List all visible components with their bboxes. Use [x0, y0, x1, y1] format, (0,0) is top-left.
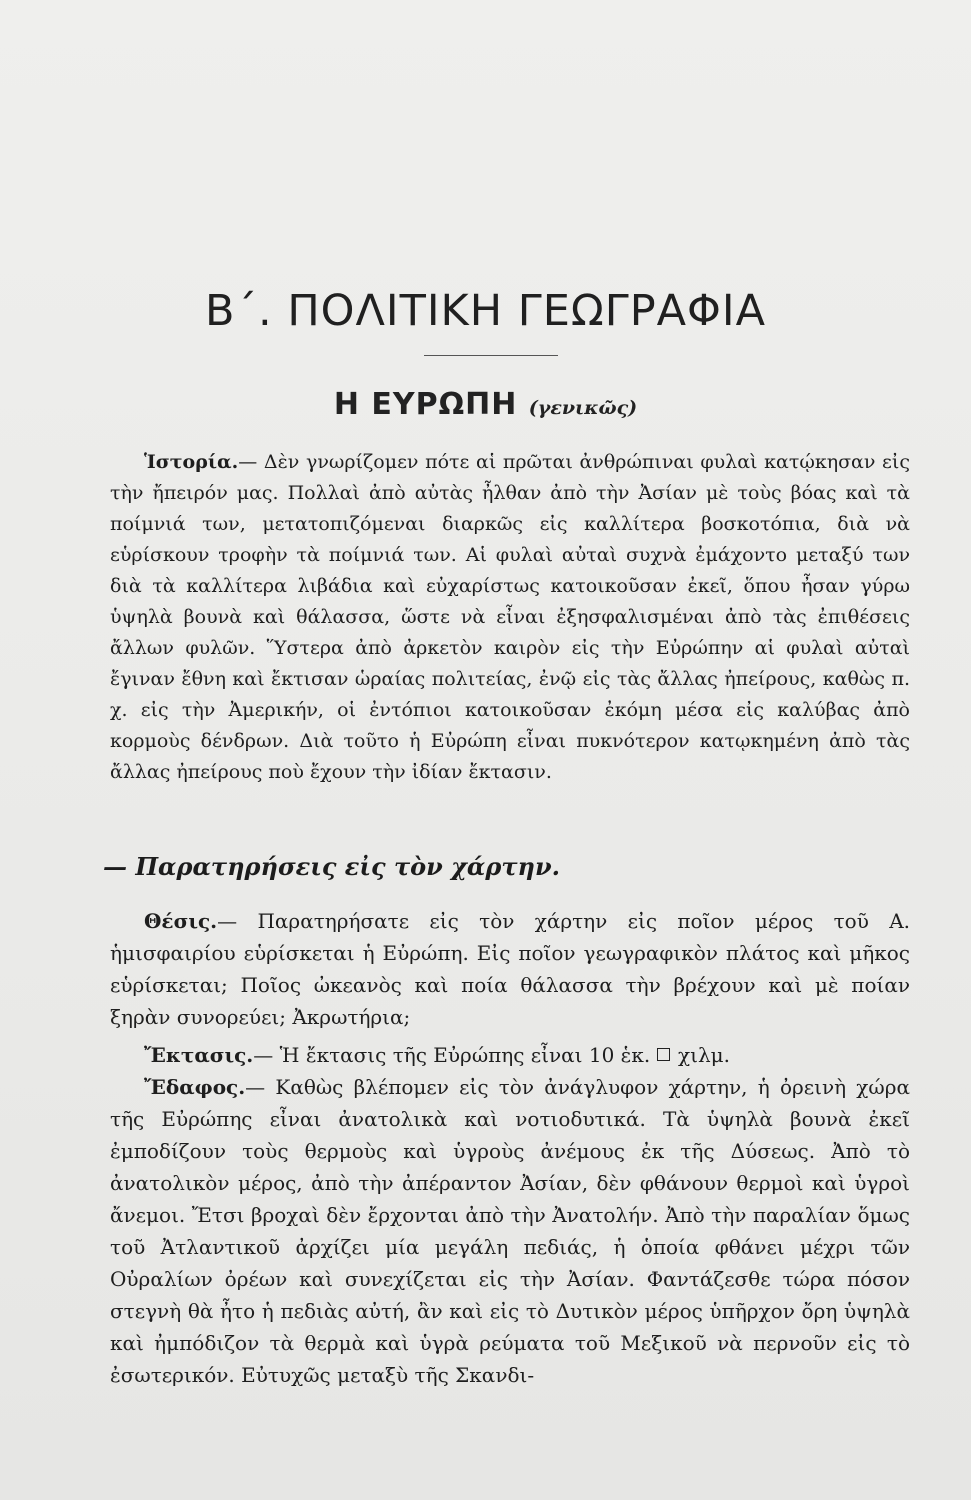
area-unit: χιλμ. [678, 1043, 730, 1067]
section-title-text: Η ΕΥΡΩΠΗ [333, 387, 518, 422]
area-lead: Ἔκτασις. [144, 1043, 254, 1067]
history-section [110, 447, 910, 788]
history-lead: Ἱστορία. [144, 451, 239, 473]
history-paragraph [110, 447, 910, 788]
history-text: — Δὲν γνωρίζομεν πότε αἱ πρῶται ἀνθρώπιναι φυλαὶ κατῴκησαν εἰς τὴν ἤπειρόν μας. Πολλαὶ ἀπὸ αὐτὰς ἦλθαν ἀπὸ τὴν Ἀσίαν μὲ τοὺς βόας καὶ τὰ ποίμνιά των, μετατοπιζόμεναι διαρκῶς εἰς καλλίτερα βοσκοτόπια, διὰ νὰ εὑρίσκουν τροφὴν τὰ ποίμνιά των. Αἱ φυλαὶ αὐταὶ συχνὰ ἐμάχοντο μεταξύ των διὰ τὰ καλλίτερα λιβάδια καὶ εὐχαρίστως κατοικοῦσαν ἐκεῖ, ὅπου ἦσαν γύρω ὑψηλὰ βουνὰ καὶ θάλασσα, ὥστε νὰ εἶναι ἐξησφαλισμέναι ἀπὸ τὰς ἐπιθέσεις ἄλλων φυλῶν. Ὕστερα ἀπὸ ἀρκετὸν καιρὸν εἰς τὴν Εὐρώπην αἱ φυλαὶ αὐταὶ ἔγιναν ἔθνη καὶ ἔκτισαν ὡραίας πολιτείας, ἐνῷ εἰς τὰς ἄλλας ἠπείρους, καθὼς π. χ. εἰς τὴν Ἀμερικήν, οἱ ἐντόπιοι κατοικοῦσαν ἐκόμη μέσα εἰς καλύβας ἀπὸ κορμοὺς δένδρων. Διὰ τοῦτο ἡ Εὐρώπη εἶναι πυκνότερον κατῳκημένη ἀπὸ τὰς ἄλλας ἠπείρους ποὺ ἔχουν τὴν ἰδίαν ἔκτασιν. [110, 451, 910, 783]
section-title [0, 387, 971, 422]
observations-heading: — Παρατηρήσεις εἰς τὸν χάρτην. [103, 852, 560, 881]
area-paragraph [110, 1039, 910, 1071]
position-lead: Θέσις. [144, 909, 218, 933]
chapter-title: Β΄. ΠΟΛΙΤΙΚΗ ΓΕΩΓΡΑΦΙΑ [205, 286, 766, 336]
position-paragraph [110, 905, 910, 1033]
terrain-text: — Καθὼς βλέπομεν εἰς τὸν ἀνάγλυφον χάρτην, ἡ ὀρεινὴ χώρα τῆς Εὐρώπης εἶναι ἀνατολικὰ καὶ νοτιοδυτικά. Τὰ ὑψηλὰ βουνὰ ἐκεῖ ἐμποδίζουν τοὺς θερμοὺς καὶ ὑγροὺς ἀνέμους ἐκ τῆς Δύσεως. Ἀπὸ τὸ ἀνατολικὸν μέρος, ἀπὸ τὴν ἀπέραντον Ἀσίαν, δὲν φθάνουν θερμοὶ καὶ ὑγροὶ ἄνεμοι. Ἔτσι βροχαὶ δὲν ἔρχονται ἀπὸ τὴν Ἀνατολήν. Ἀπὸ τὴν παραλίαν ὅμως τοῦ Ἀτλαντικοῦ ἀρχίζει μία μεγάλη πεδιάς, ἡ ὁποία φθάνει μέχρι τῶν Οὐραλίων ὀρέων καὶ συνεχίζεται εἰς τὴν Ἀσίαν. Φαντάζεσθε τώρα πόσον στεγνὴ θὰ ἦτο ἡ πεδιὰς αὐτή, ἂν καὶ εἰς τὸ Δυτικὸν μέρος ὑπῆρχον ὄρη ὑψηλὰ καὶ ἠμπόδιζον τὰ θερμὰ καὶ ὑγρὰ ρεύματα τοῦ Μεξικοῦ νὰ περνοῦν εἰς τὸ ἐσωτερικόν. Εὐτυχῶς μεταξὺ τῆς Σκανδι- [110, 1075, 910, 1387]
area-text: — Ἡ ἔκτασις τῆς Εὐρώπης εἶναι 10 ἑκ. [253, 1043, 651, 1067]
section-subtitle: (γενικῶς) [528, 397, 638, 419]
square-symbol-icon [657, 1048, 670, 1061]
terrain-paragraph [110, 1071, 910, 1391]
map-observations-section [110, 905, 910, 1391]
title-divider [424, 355, 558, 356]
terrain-lead: Ἔδαφος. [144, 1075, 246, 1099]
position-text: — Παρατηρήσατε εἰς τὸν χάρτην εἰς ποῖον μέρος τοῦ Α. ἡμισφαιρίου εὑρίσκεται ἡ Εὐρώπη. Εἰς ποῖον γεωγραφικὸν πλάτος καὶ μῆκος εὑρίσκεται; Ποῖος ὠκεανὸς καὶ ποία θάλασσα τὴν βρέχουν καὶ μὲ ποίαν ξηρὰν συνορεύει; Ἀκρωτήρια; [110, 909, 910, 1029]
